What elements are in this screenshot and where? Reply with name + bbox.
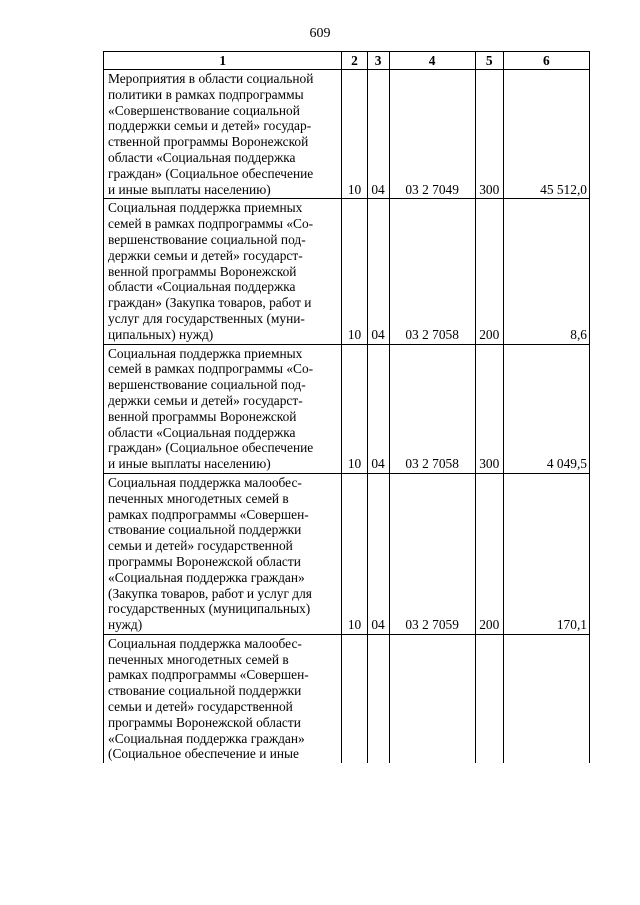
description-line: Мероприятия в области социальной — [108, 71, 314, 86]
subsection-code — [367, 634, 389, 763]
description-line: ствование социальной поддержки — [108, 683, 302, 699]
description-line: поддержки семьи и детей» государ- — [108, 118, 312, 134]
description-line: «Совершенствование социальной — [108, 102, 300, 118]
description-line: ственной программы Воронежской — [108, 134, 309, 150]
description-line: области «Социальная поддержка — [108, 149, 296, 165]
subsection-code: 04 — [367, 473, 389, 634]
header-col-2: 2 — [342, 52, 367, 70]
subsection-code: 04 — [367, 344, 389, 473]
description-line: нужд) — [108, 617, 143, 633]
header-col-4: 4 — [389, 52, 475, 70]
page-number: 609 — [309, 26, 331, 41]
expense-type-code: 200 — [475, 473, 503, 634]
description-line: ципальных) нужд) — [108, 326, 214, 342]
header-col-1: 1 — [104, 52, 342, 70]
table-row — [104, 473, 590, 634]
table-body — [104, 70, 590, 764]
table-row — [104, 199, 590, 344]
description-line: семей в рамках подпрограммы «Со- — [108, 216, 314, 232]
table-row — [104, 344, 590, 473]
amount-value — [503, 634, 589, 763]
header-col-3: 3 — [367, 52, 389, 70]
amount-value: 45 512,0 — [503, 70, 589, 199]
target-article-code — [389, 634, 475, 763]
description-line: граждан» (Социальное обеспечение — [108, 440, 314, 456]
description-line: государственных (муниципальных) — [108, 601, 311, 617]
description-line: «Социальная поддержка граждан» — [108, 569, 305, 585]
description-line: венной программы Воронежской — [108, 408, 297, 424]
table-header-row — [104, 52, 590, 70]
description-line: области «Социальная поддержка — [108, 424, 296, 440]
header-col-5: 5 — [475, 52, 503, 70]
description-line: и иные выплаты населению) — [108, 456, 271, 472]
description-line: и иные выплаты населению) — [108, 181, 271, 197]
description-line: ствование социальной поддержки — [108, 522, 302, 538]
expense-type-code: 300 — [475, 70, 503, 199]
row-description — [104, 199, 342, 344]
description-line: вершенствование социальной под- — [108, 377, 306, 393]
description-line: печенных многодетных семей в — [108, 651, 289, 667]
expense-type-code: 300 — [475, 344, 503, 473]
expense-type-code: 200 — [475, 199, 503, 344]
amount-value: 170,1 — [503, 473, 589, 634]
section-code — [342, 634, 367, 763]
description-line: вершенствование социальной под- — [108, 231, 306, 247]
description-line: программы Воронежской области — [108, 553, 301, 569]
description-line: Социальная поддержка малообес- — [108, 635, 302, 651]
description-line: семьи и детей» государственной — [108, 538, 293, 554]
table-row — [104, 634, 590, 763]
description-line: граждан» (Закупка товаров, работ и — [108, 295, 312, 311]
description-line: области «Социальная поддержка — [108, 279, 296, 295]
description-line: (Социальное обеспечение и иные — [108, 746, 299, 762]
row-description — [104, 70, 342, 199]
section-code: 10 — [342, 199, 367, 344]
row-description — [104, 344, 342, 473]
target-article-code: 03 2 7058 — [389, 199, 475, 344]
row-description — [104, 634, 342, 763]
row-description — [104, 473, 342, 634]
target-article-code: 03 2 7058 — [389, 344, 475, 473]
section-code: 10 — [342, 70, 367, 199]
subsection-code: 04 — [367, 199, 389, 344]
description-line: семьи и детей» государственной — [108, 699, 293, 715]
description-line: печенных многодетных семей в — [108, 490, 289, 506]
table-row — [104, 70, 590, 199]
description-line: (Закупка товаров, работ и услуг для — [108, 585, 312, 601]
description-line: политики в рамках подпрограммы — [108, 86, 304, 102]
header-col-6: 6 — [503, 52, 589, 70]
section-code: 10 — [342, 344, 367, 473]
description-line: венной программы Воронежской — [108, 263, 297, 279]
description-line: Социальная поддержка малообес- — [108, 474, 302, 490]
description-line: семей в рамках подпрограммы «Со- — [108, 361, 314, 377]
description-line: «Социальная поддержка граждан» — [108, 730, 305, 746]
expense-type-code — [475, 634, 503, 763]
amount-value: 4 049,5 — [503, 344, 589, 473]
description-line: рамках подпрограммы «Совершен- — [108, 506, 309, 522]
description-line: граждан» (Социальное обеспечение — [108, 165, 314, 181]
description-line: Социальная поддержка приемных — [108, 345, 303, 361]
budget-table — [103, 51, 590, 763]
target-article-code: 03 2 7049 — [389, 70, 475, 199]
amount-value: 8,6 — [503, 199, 589, 344]
description-line: рамках подпрограммы «Совершен- — [108, 667, 309, 683]
description-line: Социальная поддержка приемных — [108, 200, 303, 216]
target-article-code: 03 2 7059 — [389, 473, 475, 634]
subsection-code: 04 — [367, 70, 389, 199]
section-code: 10 — [342, 473, 367, 634]
description-line: услуг для государственных (муни- — [108, 310, 305, 326]
description-line: держки семьи и детей» государст- — [108, 247, 303, 263]
description-line: держки семьи и детей» государст- — [108, 392, 303, 408]
description-line: программы Воронежской области — [108, 714, 301, 730]
